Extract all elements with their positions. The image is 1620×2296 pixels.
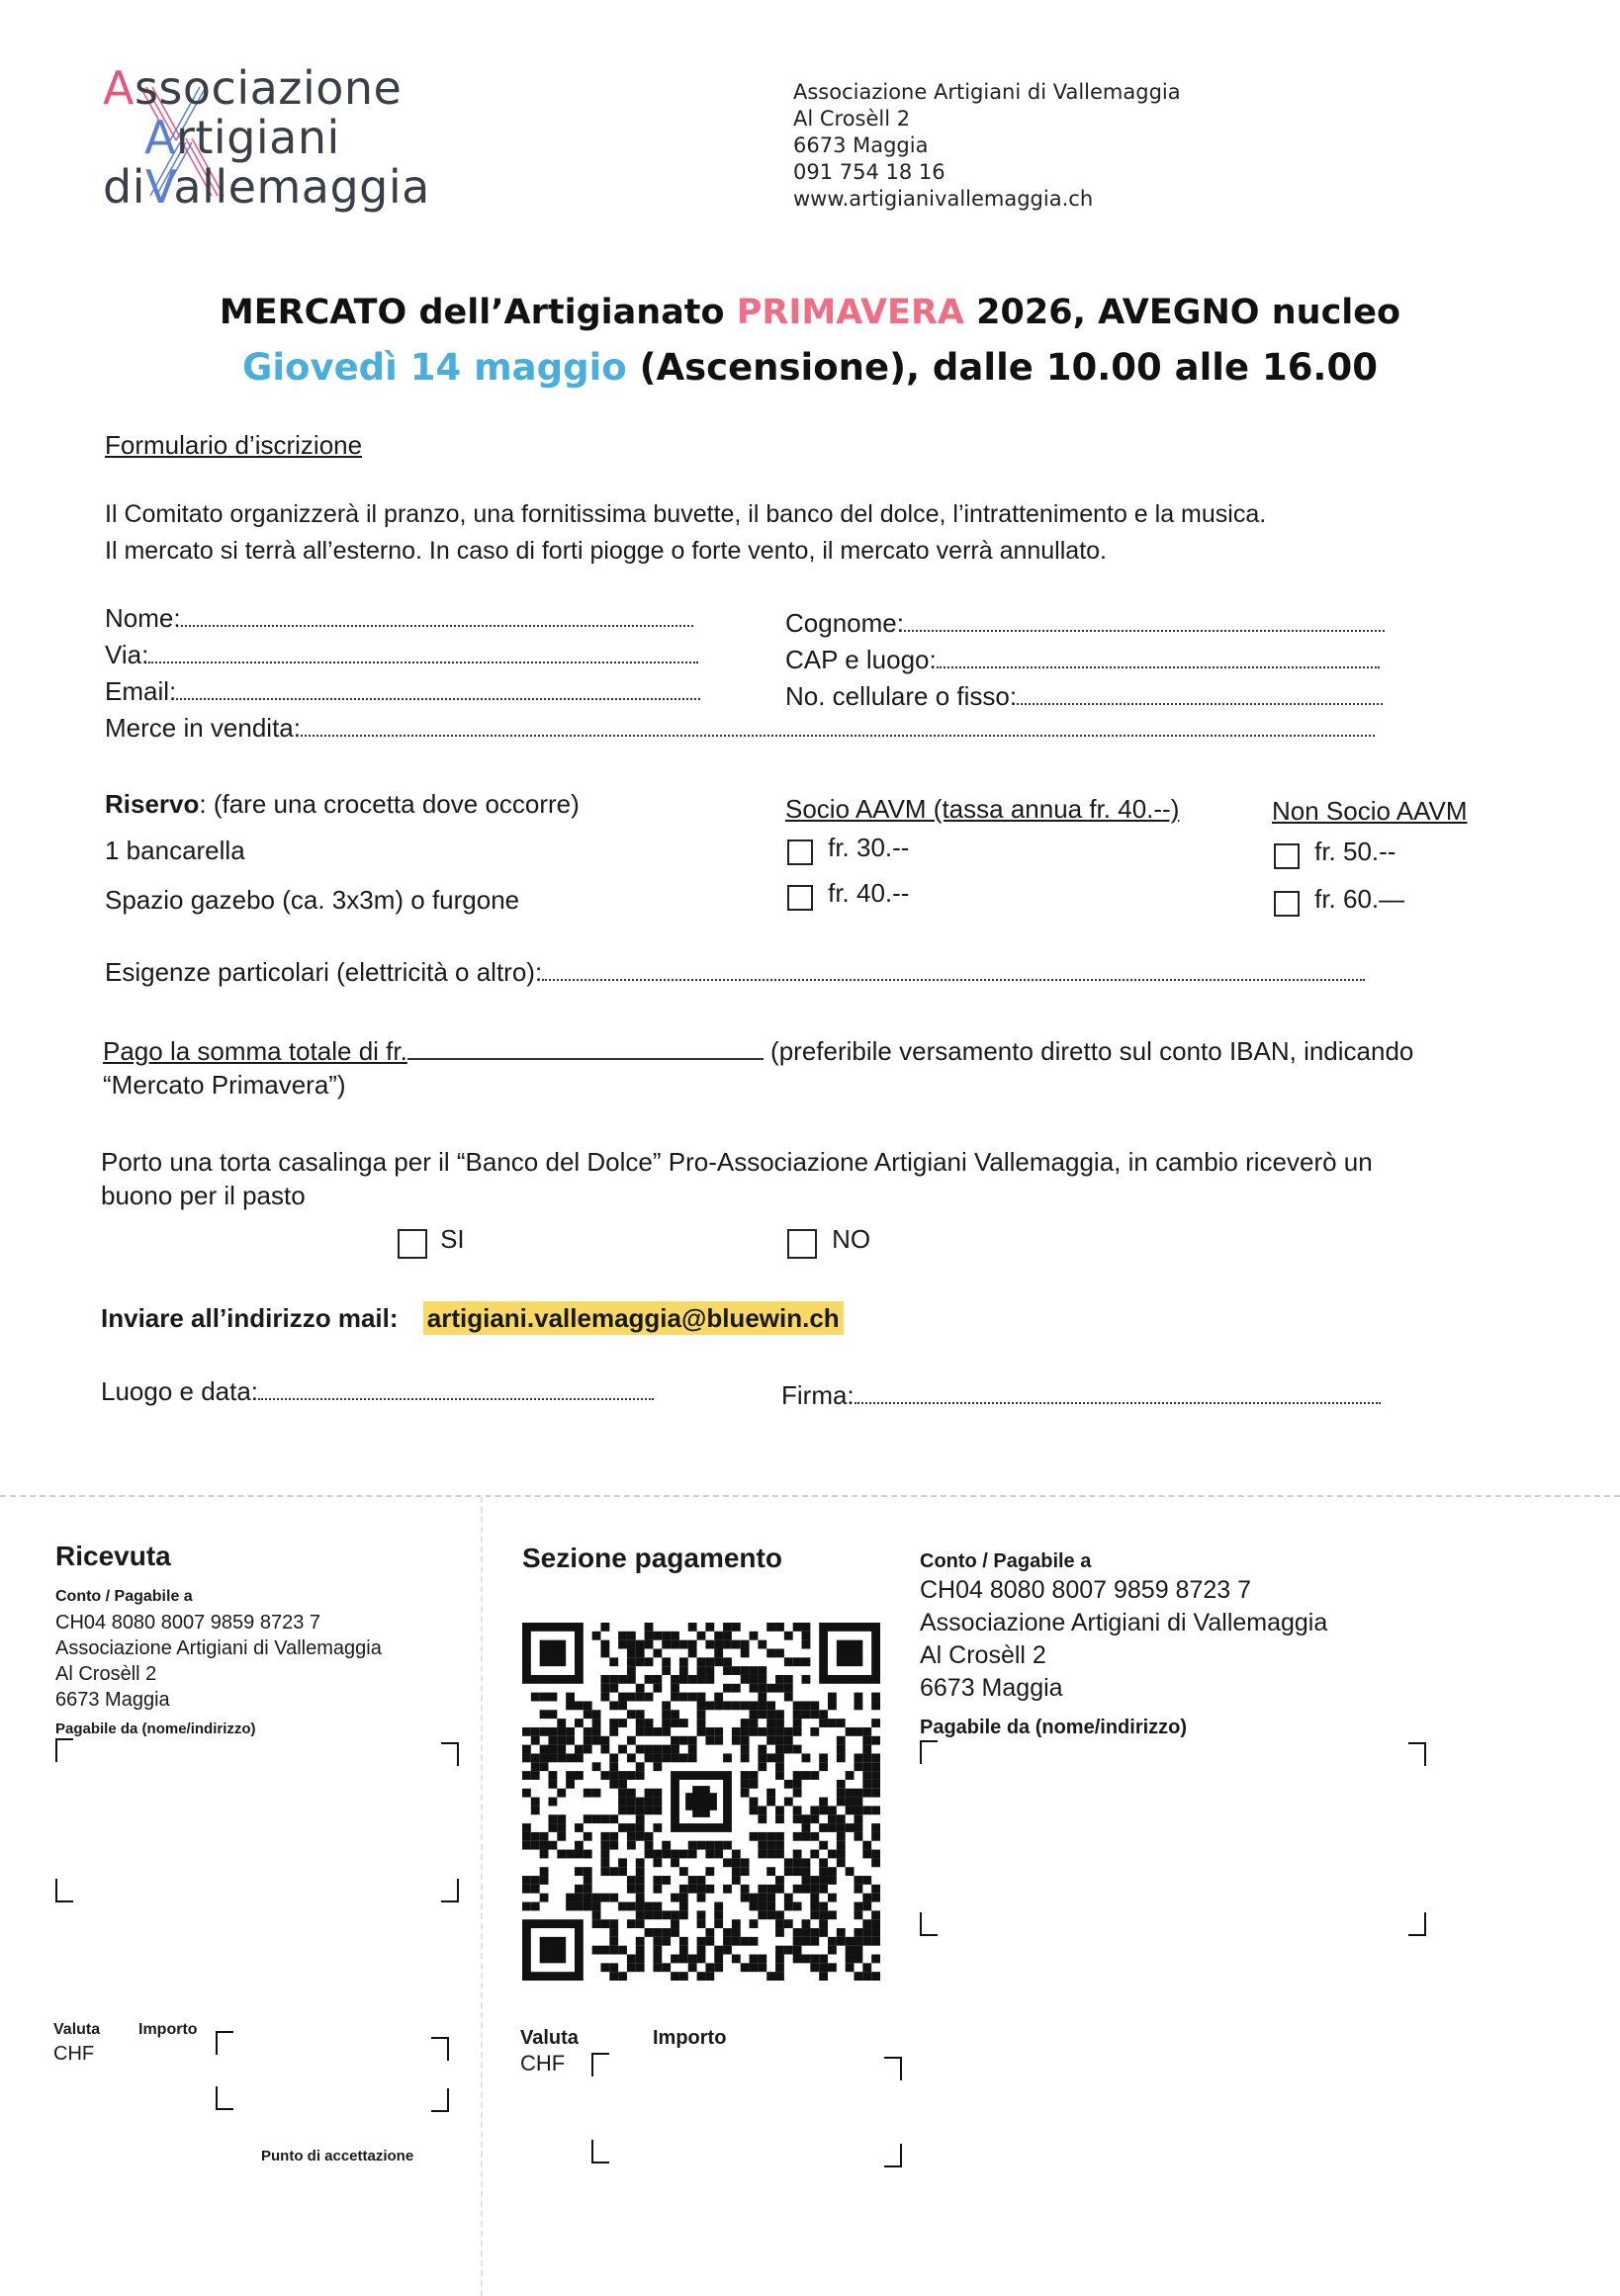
page-title: MERCATO dell’Artigianato PRIMAVERA 2026, AVEGNO nucleo	[219, 293, 1401, 332]
field-cellulare[interactable]	[785, 681, 1383, 712]
field-firma[interactable]	[781, 1380, 1381, 1411]
option-label: fr. 30.--	[828, 833, 910, 862]
perforation-line	[0, 1495, 1620, 1497]
receipt-address	[55, 1610, 382, 1713]
receipt-conto-label: Conto / Pagabile a	[55, 1588, 193, 1605]
field-email-label: Email:	[105, 676, 177, 706]
address-line: 091 754 18 16	[793, 160, 945, 184]
field-luogo-line[interactable]	[258, 1380, 654, 1400]
payment-address	[920, 1574, 1327, 1705]
field-luogo-label: Luogo e data:	[101, 1376, 259, 1406]
email-link[interactable]: artigiani.vallemaggia@bluewin.ch	[423, 1301, 844, 1335]
payment-payable-by-box[interactable]	[920, 1740, 1426, 1936]
address-line: Al Crosèll 2	[793, 107, 911, 131]
field-via[interactable]	[105, 640, 698, 670]
field-merce-label: Merce in vendita:	[105, 713, 301, 743]
field-esigenze-line[interactable]	[542, 961, 1365, 981]
receipt-acceptance-point: Punto di accettazione	[261, 2148, 414, 2164]
payment-importo-label: Importo	[653, 2027, 727, 2049]
socio-bancarella-option[interactable]	[787, 833, 909, 865]
logo-line-2: Artigiani	[144, 111, 340, 164]
torta-text-1: Porto una torta casalinga per il “Banco del Dolce” Pro-Associazione Artigiani Vallemaggia, in cambio riceverò un	[101, 1147, 1373, 1177]
receipt-payable-by-label: Pagabile da (nome/indirizzo)	[55, 1721, 256, 1737]
payment-payable-by-label: Pagabile da (nome/indirizzo)	[920, 1717, 1188, 1738]
option-label: fr. 40.--	[828, 878, 910, 908]
header-address	[793, 79, 1181, 213]
receipt-currency: CHF	[53, 2043, 95, 2065]
checkbox[interactable]	[787, 885, 813, 911]
socio-gazebo-option[interactable]	[787, 878, 909, 911]
payment-name: Associazione Artigiani di Vallemaggia	[920, 1609, 1328, 1636]
payment-city: 6673 Maggia	[920, 1674, 1063, 1702]
qr-code-icon	[522, 1622, 880, 1982]
field-cognome-label: Cognome:	[785, 608, 904, 638]
logo-line-3: diVallemaggia	[103, 160, 430, 214]
payment-currency: CHF	[520, 2051, 566, 2075]
inviare-row	[101, 1303, 844, 1334]
socio-header: Socio AAVM (tassa annua fr. 40.--)	[785, 794, 1180, 824]
field-cellulare-label: No. cellulare o fisso:	[785, 681, 1018, 711]
address-line: 6673 Maggia	[793, 133, 929, 157]
field-via-line[interactable]	[148, 644, 698, 663]
payment-iban: CH04 8080 8007 9859 8723 7	[920, 1576, 1252, 1604]
address-line: www.artigianivallemaggia.ch	[793, 187, 1094, 211]
receipt-title: Ricevuta	[55, 1541, 171, 1571]
nonsocio-gazebo-option[interactable]	[1274, 884, 1404, 917]
riservo-heading: Riservo: (fare una crocetta dove occorre)	[105, 789, 580, 819]
field-email-line[interactable]	[176, 680, 700, 700]
option-si[interactable]	[398, 1224, 465, 1259]
field-cap-label: CAP e luogo:	[785, 645, 937, 674]
pago-note-2: “Mercato Primavera”)	[103, 1070, 346, 1100]
field-cognome-line[interactable]	[904, 612, 1385, 632]
checkbox[interactable]	[1274, 843, 1300, 869]
field-cellulare-line[interactable]	[1017, 685, 1383, 705]
checkbox[interactable]	[787, 839, 813, 865]
field-esigenze[interactable]	[105, 957, 1365, 988]
field-pago-line[interactable]	[407, 1040, 764, 1060]
field-via-label: Via:	[105, 640, 149, 669]
field-firma-line[interactable]	[855, 1384, 1381, 1404]
field-pago[interactable]	[103, 1036, 1413, 1067]
checkbox[interactable]	[1274, 891, 1300, 917]
option-no[interactable]	[787, 1224, 870, 1259]
payment-title: Sezione pagamento	[522, 1543, 782, 1573]
field-esigenze-label: Esigenze particolari (elettricità o altro):	[105, 957, 543, 987]
field-firma-label: Firma:	[781, 1380, 855, 1410]
field-nome[interactable]	[105, 603, 693, 634]
option-label: NO	[832, 1224, 871, 1254]
row-gazebo-label: Spazio gazebo (ca. 3x3m) o furgone	[105, 885, 520, 915]
logo	[103, 61, 518, 214]
receipt-iban: CH04 8080 8007 9859 8723 7	[55, 1612, 321, 1634]
field-email[interactable]	[105, 676, 700, 707]
form-intro-1: Il Comitato organizzerà il pranzo, una fornitissima buvette, il banco del dolce, l’intrattenimento e la musica.	[105, 500, 1267, 528]
receipt-city: 6673 Maggia	[55, 1689, 170, 1711]
checkbox[interactable]	[398, 1229, 427, 1259]
torta-text-2: buono per il pasto	[101, 1181, 306, 1210]
payment-amount-box[interactable]	[591, 2053, 902, 2167]
field-nome-label: Nome:	[105, 603, 181, 633]
field-merce-line[interactable]	[301, 717, 1375, 737]
field-cap[interactable]	[785, 645, 1380, 675]
checkbox[interactable]	[787, 1229, 817, 1259]
receipt-street: Al Crosèll 2	[55, 1663, 157, 1685]
field-luogo[interactable]	[101, 1376, 654, 1407]
receipt-name: Associazione Artigiani di Vallemaggia	[55, 1637, 382, 1659]
option-label: SI	[440, 1224, 465, 1254]
qr-code-graphic	[522, 1622, 880, 1982]
field-nome-line[interactable]	[181, 607, 693, 627]
receipt-valuta-label: Valuta	[53, 2021, 101, 2038]
row-bancarella-label: 1 bancarella	[105, 836, 245, 865]
receipt-payable-by-box[interactable]	[55, 1738, 459, 1902]
nonsocio-header: Non Socio AAVM	[1272, 796, 1468, 826]
option-label: fr. 50.--	[1314, 837, 1396, 866]
field-cognome[interactable]	[785, 608, 1385, 639]
payment-street: Al Crosèll 2	[920, 1641, 1046, 1669]
payment-conto-label: Conto / Pagabile a	[920, 1550, 1092, 1572]
form-intro-2: Il mercato si terrà all’esterno. In caso di forti piogge o forte vento, il mercato verrà annullato.	[105, 537, 1107, 565]
payment-valuta-label: Valuta	[520, 2027, 579, 2049]
page-subtitle: Giovedì 14 maggio (Ascensione), dalle 10.00 alle 16.00	[242, 346, 1378, 389]
logo-line-1: Associazione	[103, 61, 403, 115]
address-line: Associazione Artigiani di Vallemaggia	[793, 80, 1181, 104]
receipt-importo-label: Importo	[138, 2021, 198, 2038]
field-pago-note: (preferibile versamento diretto sul conto IBAN, indicando	[763, 1036, 1414, 1066]
field-cap-line[interactable]	[937, 649, 1380, 668]
receipt-amount-box[interactable]	[216, 2031, 449, 2112]
nonsocio-bancarella-option[interactable]	[1274, 837, 1395, 869]
perforation-vertical	[481, 1497, 483, 2296]
form-heading: Formulario d’iscrizione	[105, 430, 363, 460]
field-merce[interactable]	[105, 713, 1375, 744]
inviare-label: Inviare all’indirizzo mail:	[101, 1303, 399, 1333]
option-label: fr. 60.—	[1314, 884, 1405, 914]
field-pago-label: Pago la somma totale di fr.	[103, 1036, 407, 1066]
